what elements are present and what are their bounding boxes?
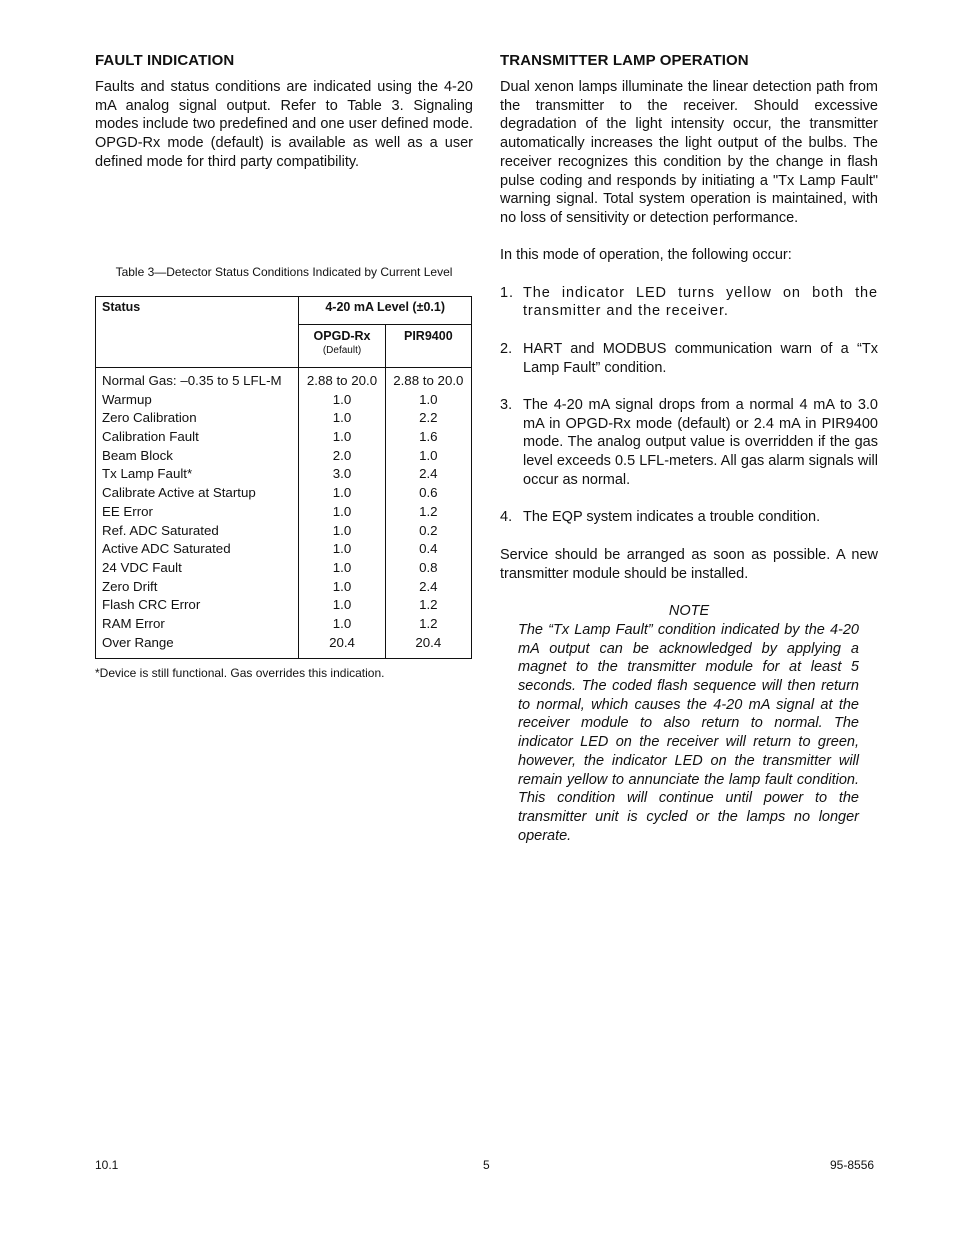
pir-value: 2.4	[419, 578, 438, 594]
pir-value: 1.2	[419, 597, 438, 613]
step-text: The 4-20 mA signal drops from a normal 4 mA to 3.0 mA in OPGD-Rx mode (default) or 2.4 mA in PIR9400 mode. The analog output value is overridden if the gas level exceeds 0.5 LFL-meters. All gas alarm signals will occur as normal.	[523, 396, 878, 488]
status-column-header: Status	[96, 297, 299, 368]
status-name: Normal Gas: –0.35 to 5 LFL-M	[102, 373, 282, 388]
status-name: Calibrate Active at Startup	[102, 485, 256, 501]
pir-value: 2.4	[419, 466, 438, 482]
step-number: 2.	[500, 340, 513, 357]
opgd-value: 1.0	[332, 391, 352, 407]
step-number: 3.	[500, 396, 513, 413]
mode-paragraph: In this mode of operation, the following occur:	[500, 247, 792, 264]
opgd-value: 1.0	[332, 615, 352, 631]
opgd-value: 2.88 to 20.0	[306, 373, 378, 388]
opgd-values-cell	[299, 368, 385, 659]
status-name: Beam Block	[102, 447, 173, 463]
opgd-value: 1.0	[332, 429, 352, 445]
footer-revision: 10.1	[95, 1158, 119, 1172]
opgd-value: 2.0	[332, 447, 352, 463]
opgd-label: OPGD-Rx	[313, 329, 371, 343]
status-name: Ref. ADC Saturated	[102, 522, 219, 538]
list-item	[500, 284, 878, 321]
opgd-value: 1.0	[332, 522, 352, 538]
pir-column-header: PIR9400	[385, 325, 471, 368]
status-name: EE Error	[102, 503, 153, 519]
opgd-column-header	[299, 325, 385, 368]
footer-document-number: 95-8556	[830, 1158, 875, 1172]
level-column-header: 4-20 mA Level (±0.1)	[299, 297, 472, 325]
status-name: Flash CRC Error	[102, 597, 201, 613]
opgd-value: 1.0	[332, 503, 352, 519]
status-name: Over Range	[102, 634, 174, 650]
transmitter-lamp-section	[500, 52, 878, 845]
status-name: RAM Error	[102, 615, 165, 631]
pir-value: 2.88 to 20.0	[393, 373, 464, 388]
table-caption: Table 3—Detector Status Conditions Indicated by Current Level	[115, 265, 453, 279]
opgd-value: 20.4	[329, 634, 355, 650]
step-text: The indicator LED turns yellow on both the transmitter and the receiver.	[523, 284, 878, 320]
lamp-intro-paragraph: Dual xenon lamps illuminate the linear detection path from the transmitter to the receiver. Should excessive degradation of the light intensity occur, the transmitter automatically increases the light output of the bulbs. The receiver recognizes this condition by the change in flash pulse coding and responds by initiating a "Tx Lamp Fault" warning signal. Total system operation is maintained, with no loss of sensitivity or detection performance.	[500, 79, 878, 226]
status-name: 24 VDC Fault	[102, 559, 182, 575]
note-title: NOTE	[668, 603, 710, 620]
opgd-value: 1.0	[332, 597, 352, 613]
footer-page-number: 5	[483, 1158, 490, 1172]
opgd-value: 1.0	[332, 559, 352, 575]
status-name: Tx Lamp Fault*	[102, 466, 193, 482]
pir-value: 0.8	[419, 559, 438, 575]
status-names-cell	[96, 368, 299, 659]
status-name: Calibration Fault	[102, 429, 199, 445]
pir-value: 2.2	[419, 410, 438, 426]
step-number: 4.	[500, 509, 513, 526]
fault-indication-section	[95, 52, 473, 172]
step-text: HART and MODBUS communication warn of a “Tx Lamp Fault” condition.	[523, 340, 878, 376]
fault-indication-heading: FAULT INDICATION	[95, 52, 235, 69]
pir-value: 1.6	[419, 429, 438, 445]
opgd-value: 3.0	[332, 466, 352, 482]
opgd-value: 1.0	[332, 410, 352, 426]
list-item	[500, 508, 878, 527]
status-table	[95, 296, 472, 659]
service-paragraph: Service should be arranged as soon as possible. A new transmitter module should be installed.	[500, 546, 878, 582]
step-number: 1.	[500, 284, 514, 301]
pir-value: 0.4	[419, 541, 438, 557]
step-text: The EQP system indicates a trouble condition.	[523, 509, 821, 526]
table-footnote: *Device is still functional. Gas overrides this indication.	[95, 666, 385, 680]
status-name: Zero Drift	[102, 578, 158, 594]
pir-value: 1.2	[419, 503, 438, 519]
pir-value: 0.2	[419, 522, 438, 538]
pir-values-cell	[385, 368, 471, 659]
pir-value: 1.0	[419, 391, 438, 407]
list-item	[500, 396, 878, 490]
pir-value: 0.6	[419, 485, 438, 501]
opgd-value: 1.0	[332, 485, 352, 501]
opgd-value: 1.0	[332, 578, 352, 594]
list-item	[500, 340, 878, 377]
pir-value: 20.4	[415, 634, 442, 650]
steps-list	[500, 284, 878, 527]
pir-value: 1.0	[419, 447, 438, 463]
opgd-value: 1.0	[332, 541, 352, 557]
transmitter-lamp-heading: TRANSMITTER LAMP OPERATION	[500, 52, 749, 69]
status-name: Zero Calibration	[102, 410, 197, 426]
opgd-default-note: (Default)	[322, 345, 362, 356]
status-name: Warmup	[102, 391, 152, 407]
note-body: The “Tx Lamp Fault” condition indicated by the 4-20 mA output can be acknowledged by applying a magnet to the transmitter module for at least 5 seconds. The coded flash sequence will then return to normal, which causes the 4-20 mA signal at the receiver module to also return to normal. The indicator LED on the receiver will return to green, however, the indicator LED on the transmitter will remain yellow to annunciate the lamp fault condition. This condition will continue until power to the transmitter unit is cycled or the lamps no longer operate.	[518, 621, 859, 844]
status-name: Active ADC Saturated	[102, 541, 231, 557]
fault-indication-paragraph: Faults and status conditions are indicated using the 4-20 mA analog signal output. Refer to Table 3. Signaling modes include two predefined and one user defined mode. OPGD-Rx mode (default) is available as well as a user defined mode for third party compatibility.	[95, 79, 473, 170]
pir-value: 1.2	[419, 615, 438, 631]
